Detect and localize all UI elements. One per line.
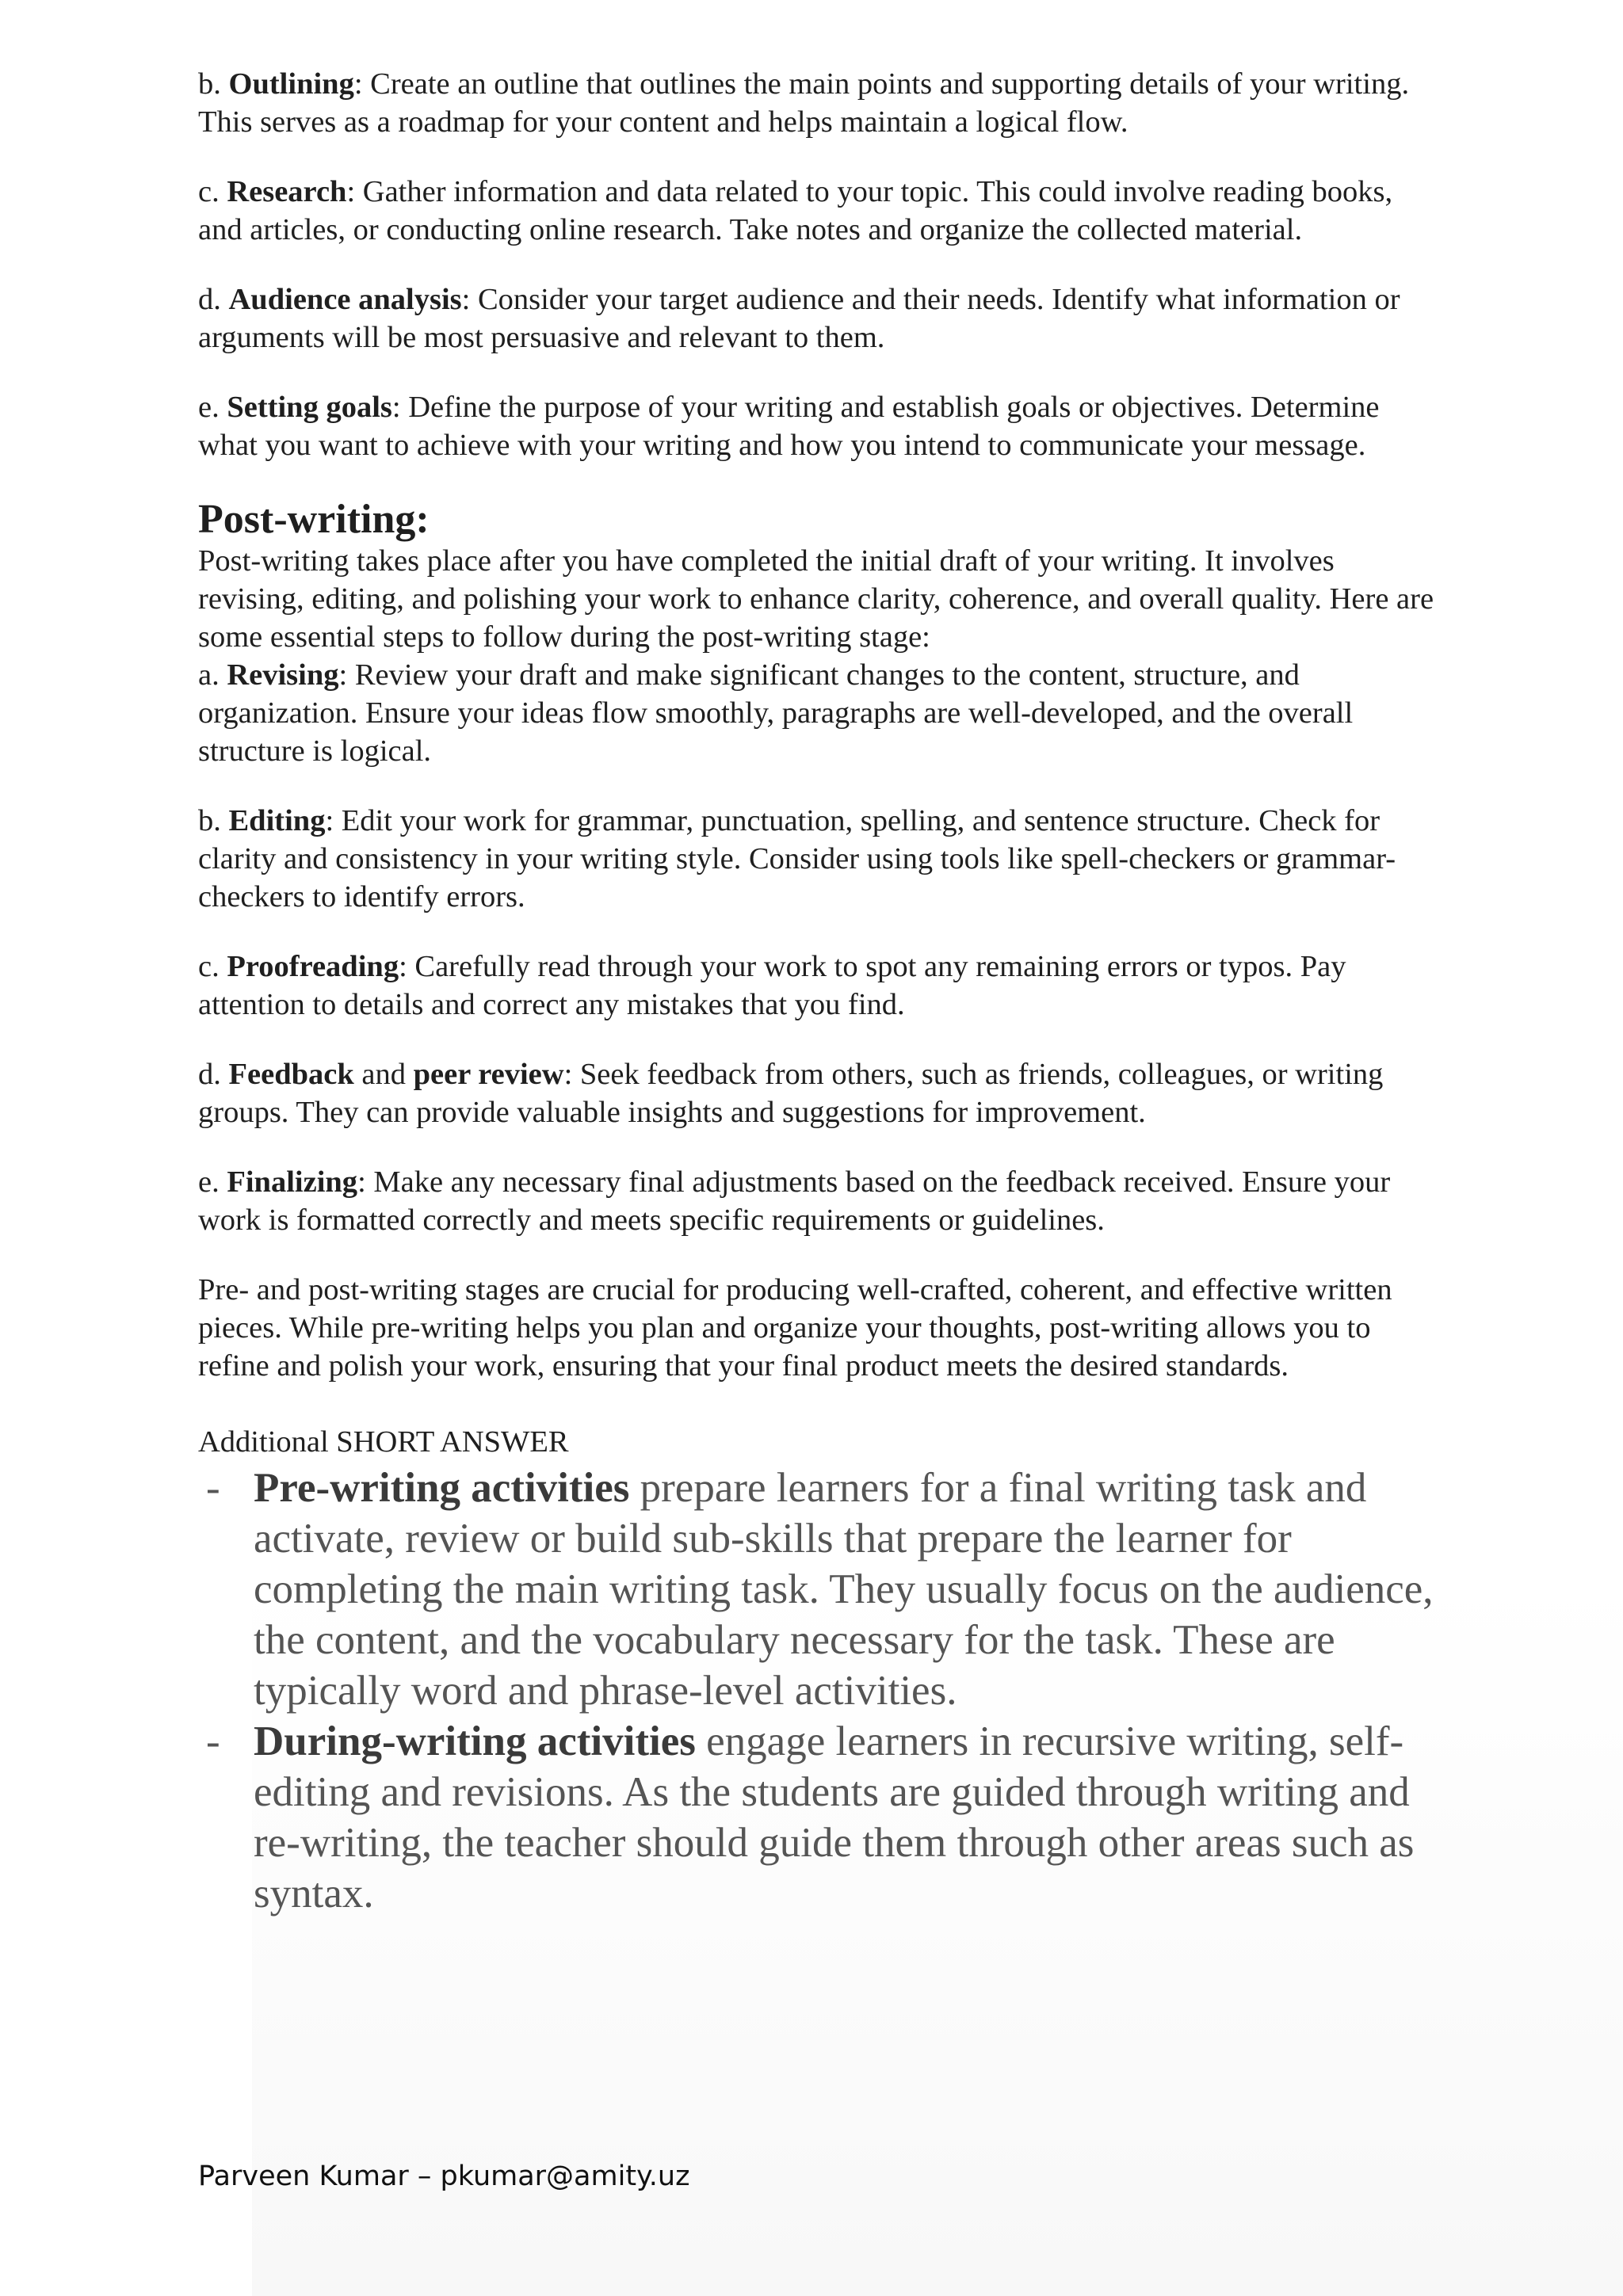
editing-paragraph [198,802,1434,916]
item-term: Setting goals [227,391,392,424]
item-text: : Seek feedback from others, such as friends, colleagues, or writing groups. They can provide valuable insights and suggestions for improvement. [198,1058,1384,1129]
bullet-term: During-writing activities [254,1718,696,1764]
finalizing-paragraph [198,1163,1434,1239]
document-body [198,65,1434,1919]
item-term: Finalizing [227,1165,358,1199]
bullet-text: prepare learners for a final writing task and activate, review or build sub-skills that prepare the learner for completing the main writing task. They usually focus on the audience, the content, and the vocabulary necessary for the task. These are typically word and phrase-level activities. [254,1465,1434,1714]
item-term-2: peer review [413,1058,564,1091]
item-text: : Gather information and data related to your topic. This could involve reading books, and articles, or conducting online research. Take notes and organize the collected material. [198,175,1393,246]
item-letter: b. [198,67,229,101]
audience-analysis-paragraph [198,280,1434,357]
short-answer-label: Additional SHORT ANSWER [198,1425,569,1459]
item-letter: c. [198,175,227,208]
item-letter: e. [198,1165,227,1199]
item-text: : Review your draft and make significant changes to the content, structure, and organization. Ensure your ideas flow smoothly, paragraphs are well-developed, and the overall structure is logical. [198,658,1354,768]
post-writing-intro: Post-writing takes place after you have completed the initial draft of your writing. It involves revising, editing, and polishing your work to enhance clarity, coherence, and overall quality. Here are some essential steps to follow during the post-writing stage: [198,544,1434,654]
short-answer-list [198,1463,1434,1919]
item-term: Outlining [228,67,354,101]
outlining-paragraph [198,65,1434,141]
item-conjunction: and [353,1058,414,1091]
bullet-term: Pre-writing activities [254,1465,630,1511]
item-letter: d. [198,283,229,316]
proofreading-paragraph [198,948,1434,1024]
list-item [198,1716,1434,1919]
research-paragraph [198,173,1434,249]
bullet-text: engage learners in recursive writing, self-editing and revisions. As the students are guided through writing and re-writing, the teacher should guide them through other areas such as syntax. [254,1718,1415,1917]
dash-bullet: - [206,1718,220,1764]
item-term: Research [227,175,347,208]
item-text: : Carefully read through your work to spot any remaining errors or typos. Pay attention to details and correct any mistakes that you find. [198,950,1346,1021]
item-term: Editing [228,804,326,837]
item-term: Proofreading [227,950,399,983]
item-text: : Make any necessary final adjustments based on the feedback received. Ensure your work is formatted correctly and meets specific requirements or guidelines. [198,1165,1391,1237]
item-letter: a. [198,658,227,692]
item-letter: c. [198,950,227,983]
item-letter: d. [198,1058,229,1091]
item-text: : Create an outline that outlines the main points and supporting details of your writing. This serves as a roadmap for your content and helps maintain a logical flow. [198,67,1410,139]
item-letter: b. [198,804,229,837]
list-item [198,1463,1434,1716]
conclusion-paragraph: Pre- and post-writing stages are crucial for producing well-crafted, coherent, and effective written pieces. While pre-writing helps you plan and organize your thoughts, post-writing allows you to refine and polish your work, ensuring that your final product meets the desired standards. [198,1273,1392,1383]
setting-goals-paragraph [198,388,1434,464]
item-letter: e. [198,391,227,424]
dash-bullet: - [206,1465,220,1511]
item-text: : Edit your work for grammar, punctuation, spelling, and sentence structure. Check for clarity and consistency in your writing style. Consider using tools like spell-checkers or grammar-checkers to identify errors. [198,804,1396,913]
item-text: : Define the purpose of your writing and establish goals or objectives. Determine what you want to achieve with your writing and how you intend to communicate your message. [198,391,1380,462]
post-writing-heading: Post-writing: [198,497,430,542]
feedback-paragraph [198,1055,1434,1131]
item-text: : Consider your target audience and their needs. Identify what information or arguments will be most persuasive and relevant to them. [198,283,1400,354]
page-footer: Parveen Kumar – pkumar@amity.uz [198,2161,690,2192]
revising-paragraph [198,656,1434,770]
item-term: Audience analysis [228,283,462,316]
item-term: Revising [227,658,339,692]
item-term: Feedback [228,1058,354,1091]
